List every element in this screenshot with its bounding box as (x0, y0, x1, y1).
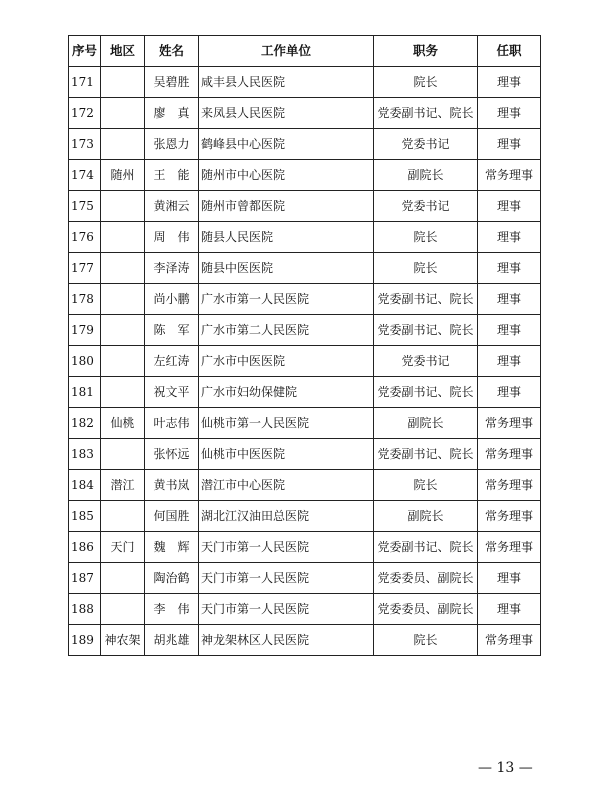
cell-region (101, 129, 145, 160)
cell-unit: 来凤县人民医院 (199, 98, 374, 129)
cell-unit: 广水市中医医院 (199, 346, 374, 377)
cell-no: 188 (69, 594, 101, 625)
cell-name: 周 伟 (145, 222, 199, 253)
cell-region: 随州 (101, 160, 145, 191)
cell-role: 常务理事 (478, 160, 541, 191)
cell-role: 常务理事 (478, 470, 541, 501)
cell-role: 理事 (478, 191, 541, 222)
cell-position: 党委副书记、院长 (374, 315, 478, 346)
cell-position: 院长 (374, 253, 478, 284)
cell-role: 常务理事 (478, 532, 541, 563)
cell-role: 理事 (478, 98, 541, 129)
cell-role: 理事 (478, 129, 541, 160)
cell-unit: 随州市曾都医院 (199, 191, 374, 222)
cell-no: 180 (69, 346, 101, 377)
cell-position: 党委副书记、院长 (374, 98, 478, 129)
table-row (69, 594, 541, 625)
cell-name: 廖 真 (145, 98, 199, 129)
table-row (69, 501, 541, 532)
cell-position: 副院长 (374, 160, 478, 191)
table-row (69, 563, 541, 594)
cell-name: 何国胜 (145, 501, 199, 532)
table-row (69, 315, 541, 346)
cell-unit: 天门市第一人民医院 (199, 563, 374, 594)
header-unit: 工作单位 (199, 36, 374, 67)
cell-unit: 潜江市中心医院 (199, 470, 374, 501)
cell-region (101, 284, 145, 315)
cell-region (101, 98, 145, 129)
table-row (69, 253, 541, 284)
cell-position: 党委书记 (374, 346, 478, 377)
cell-name: 祝文平 (145, 377, 199, 408)
cell-position: 党委副书记、院长 (374, 284, 478, 315)
cell-no: 173 (69, 129, 101, 160)
cell-unit: 广水市第一人民医院 (199, 284, 374, 315)
header-position: 职务 (374, 36, 478, 67)
cell-role: 常务理事 (478, 501, 541, 532)
cell-role: 常务理事 (478, 408, 541, 439)
header-region: 地区 (101, 36, 145, 67)
cell-region (101, 191, 145, 222)
cell-name: 李泽涛 (145, 253, 199, 284)
cell-role: 常务理事 (478, 625, 541, 656)
table-row (69, 191, 541, 222)
cell-region (101, 346, 145, 377)
cell-role: 理事 (478, 377, 541, 408)
cell-role: 理事 (478, 67, 541, 98)
cell-region (101, 222, 145, 253)
cell-role: 理事 (478, 315, 541, 346)
cell-position: 党委副书记、院长 (374, 377, 478, 408)
table-row (69, 98, 541, 129)
table-row (69, 470, 541, 501)
table-row (69, 160, 541, 191)
cell-name: 黄书岚 (145, 470, 199, 501)
cell-no: 186 (69, 532, 101, 563)
cell-name: 黄湘云 (145, 191, 199, 222)
cell-unit: 天门市第一人民医院 (199, 594, 374, 625)
cell-unit: 随州市中心医院 (199, 160, 374, 191)
cell-no: 184 (69, 470, 101, 501)
cell-region (101, 377, 145, 408)
cell-position: 院长 (374, 67, 478, 98)
cell-unit: 仙桃市中医医院 (199, 439, 374, 470)
cell-position: 院长 (374, 222, 478, 253)
cell-role: 理事 (478, 253, 541, 284)
cell-no: 175 (69, 191, 101, 222)
table-row (69, 439, 541, 470)
cell-position: 党委副书记、院长 (374, 532, 478, 563)
cell-region (101, 315, 145, 346)
roster-table (68, 35, 541, 656)
table-row (69, 67, 541, 98)
cell-no: 174 (69, 160, 101, 191)
cell-role: 理事 (478, 563, 541, 594)
table-body (69, 67, 541, 656)
table-header-row (69, 36, 541, 67)
header-no: 序号 (69, 36, 101, 67)
cell-no: 189 (69, 625, 101, 656)
cell-position: 党委书记 (374, 191, 478, 222)
cell-position: 院长 (374, 625, 478, 656)
cell-role: 理事 (478, 284, 541, 315)
cell-no: 178 (69, 284, 101, 315)
cell-unit: 广水市妇幼保健院 (199, 377, 374, 408)
cell-unit: 咸丰县人民医院 (199, 67, 374, 98)
cell-name: 左红涛 (145, 346, 199, 377)
page-number: — 13 — (478, 760, 533, 776)
table-row (69, 408, 541, 439)
cell-region (101, 439, 145, 470)
cell-unit: 湖北江汉油田总医院 (199, 501, 374, 532)
table-row (69, 625, 541, 656)
cell-no: 179 (69, 315, 101, 346)
cell-name: 李 伟 (145, 594, 199, 625)
cell-position: 党委委员、副院长 (374, 563, 478, 594)
cell-name: 陈 军 (145, 315, 199, 346)
cell-no: 185 (69, 501, 101, 532)
table-row (69, 129, 541, 160)
table-row (69, 222, 541, 253)
cell-position: 党委副书记、院长 (374, 439, 478, 470)
cell-no: 181 (69, 377, 101, 408)
cell-no: 187 (69, 563, 101, 594)
cell-name: 胡兆雄 (145, 625, 199, 656)
cell-unit: 鹤峰县中心医院 (199, 129, 374, 160)
cell-region (101, 501, 145, 532)
cell-region (101, 594, 145, 625)
table-row (69, 284, 541, 315)
cell-name: 魏 辉 (145, 532, 199, 563)
cell-region (101, 253, 145, 284)
cell-no: 171 (69, 67, 101, 98)
cell-position: 党委书记 (374, 129, 478, 160)
cell-role: 理事 (478, 222, 541, 253)
cell-no: 177 (69, 253, 101, 284)
cell-position: 党委委员、副院长 (374, 594, 478, 625)
cell-name: 王 能 (145, 160, 199, 191)
cell-name: 陶治鹤 (145, 563, 199, 594)
cell-unit: 广水市第二人民医院 (199, 315, 374, 346)
cell-position: 副院长 (374, 501, 478, 532)
cell-region: 天门 (101, 532, 145, 563)
cell-unit: 随县中医医院 (199, 253, 374, 284)
cell-name: 张怀远 (145, 439, 199, 470)
cell-no: 183 (69, 439, 101, 470)
cell-name: 吴碧胜 (145, 67, 199, 98)
cell-no: 172 (69, 98, 101, 129)
cell-name: 尚小鹏 (145, 284, 199, 315)
header-name: 姓名 (145, 36, 199, 67)
header-role: 任职 (478, 36, 541, 67)
cell-role: 常务理事 (478, 439, 541, 470)
cell-name: 张恩力 (145, 129, 199, 160)
cell-region: 神农架 (101, 625, 145, 656)
cell-unit: 仙桃市第一人民医院 (199, 408, 374, 439)
table-row (69, 532, 541, 563)
cell-role: 理事 (478, 594, 541, 625)
cell-unit: 随县人民医院 (199, 222, 374, 253)
table-row (69, 346, 541, 377)
cell-unit: 神龙架林区人民医院 (199, 625, 374, 656)
cell-unit: 天门市第一人民医院 (199, 532, 374, 563)
cell-region (101, 67, 145, 98)
cell-region (101, 563, 145, 594)
cell-role: 理事 (478, 346, 541, 377)
cell-region: 仙桃 (101, 408, 145, 439)
cell-no: 182 (69, 408, 101, 439)
cell-position: 副院长 (374, 408, 478, 439)
cell-name: 叶志伟 (145, 408, 199, 439)
cell-region: 潜江 (101, 470, 145, 501)
table-row (69, 377, 541, 408)
cell-no: 176 (69, 222, 101, 253)
cell-position: 院长 (374, 470, 478, 501)
